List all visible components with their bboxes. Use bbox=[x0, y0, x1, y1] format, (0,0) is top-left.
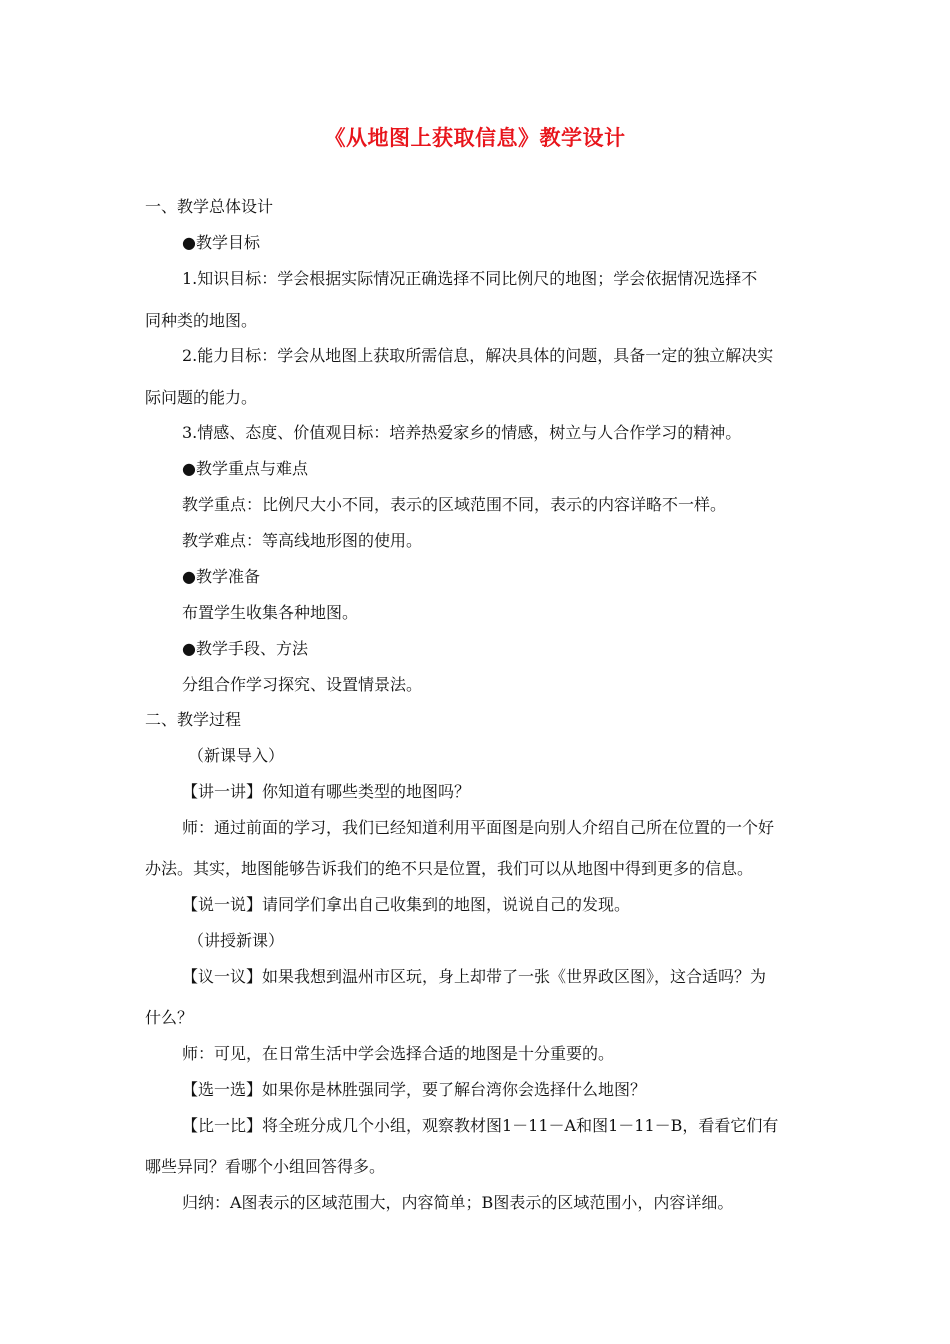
section-heading-1: 一、教学总体设计 bbox=[145, 197, 274, 216]
paragraph-line: 3.情感、态度、价值观目标：培养热爱家乡的情感，树立与人合作学习的精神。 bbox=[182, 423, 742, 442]
document-title: 《从地图上获取信息》教学设计 bbox=[324, 126, 626, 150]
paragraph-line: （讲授新课） bbox=[188, 931, 285, 950]
paragraph-line: 师：可见，在日常生活中学会选择合适的地图是十分重要的。 bbox=[182, 1044, 615, 1063]
paragraph-line: 分组合作学习探究、设置情景法。 bbox=[182, 675, 423, 694]
subheading-key-points: ●教学重点与难点 bbox=[182, 459, 308, 478]
subheading-objectives: ●教学目标 bbox=[182, 233, 260, 252]
paragraph-line: 【议一议】如果我想到温州市区玩，身上却带了一张《世界政区图》，这合适吗？为 bbox=[182, 967, 767, 986]
paragraph-line: （新课导入） bbox=[188, 746, 285, 765]
paragraph-line: 归纳：A图表示的区域范围大，内容简单；B图表示的区域范围小，内容详细。 bbox=[182, 1193, 734, 1212]
paragraph-line: 办法。其实，地图能够告诉我们的绝不只是位置，我们可以从地图中得到更多的信息。 bbox=[145, 859, 754, 878]
paragraph-line: 际问题的能力。 bbox=[145, 388, 258, 407]
paragraph-line: 教学难点：等高线地形图的使用。 bbox=[182, 531, 423, 550]
subheading-methods: ●教学手段、方法 bbox=[182, 639, 308, 658]
paragraph-line: 【说一说】请同学们拿出自己收集到的地图，说说自己的发现。 bbox=[182, 895, 631, 914]
paragraph-line: 【选一选】如果你是林胜强同学，要了解台湾你会选择什么地图？ bbox=[182, 1080, 647, 1099]
paragraph-line: 1.知识目标：学会根据实际情况正确选择不同比例尺的地图；学会依据情况选择不 bbox=[182, 269, 758, 288]
paragraph-line: 同种类的地图。 bbox=[145, 311, 258, 330]
paragraph-line: 什么？ bbox=[145, 1008, 194, 1027]
paragraph-line: 2.能力目标：学会从地图上获取所需信息，解决具体的问题，具备一定的独立解决实 bbox=[182, 346, 774, 365]
subheading-preparation: ●教学准备 bbox=[182, 567, 260, 586]
section-heading-2: 二、教学过程 bbox=[145, 710, 242, 729]
paragraph-line: 教学重点：比例尺大小不同，表示的区域范围不同，表示的内容详略不一样。 bbox=[182, 495, 727, 514]
paragraph-line: 布置学生收集各种地图。 bbox=[182, 603, 359, 622]
paragraph-line: 哪些异同？看哪个小组回答得多。 bbox=[145, 1157, 386, 1176]
paragraph-line: 【讲一讲】你知道有哪些类型的地图吗？ bbox=[182, 782, 471, 801]
paragraph-line: 师：通过前面的学习，我们已经知道利用平面图是向别人介绍自己所在位置的一个好 bbox=[182, 818, 775, 837]
paragraph-line: 【比一比】将全班分成几个小组，观察教材图1－11－A和图1－11－B，看看它们有 bbox=[182, 1116, 779, 1135]
